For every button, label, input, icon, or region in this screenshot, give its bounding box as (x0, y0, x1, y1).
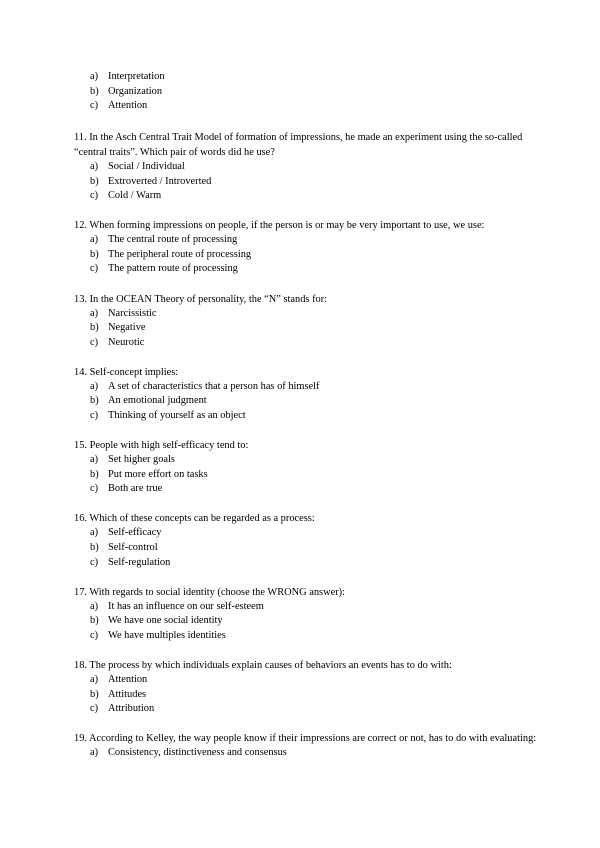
option-list (74, 673, 544, 717)
option-text: The central route of processing (108, 234, 238, 246)
option-item (90, 673, 544, 688)
option-item (90, 688, 544, 703)
option-text: Negative (108, 322, 146, 334)
question-text: 16. Which of these concepts can be regarded as a process: (74, 513, 315, 525)
option-item (90, 175, 544, 190)
option-text: A set of characteristics that a person has of himself (108, 380, 320, 392)
option-list (74, 600, 544, 644)
option-letter: c) (90, 100, 99, 112)
question-text: 13. In the OCEAN Theory of personality, the “N” stands for: (74, 293, 328, 305)
option-text: Attitudes (108, 688, 147, 700)
option-text: Put more effort on tasks (108, 468, 208, 480)
option-text: Set higher goals (108, 454, 175, 466)
option-letter: a) (90, 380, 99, 392)
option-letter: b) (90, 615, 99, 627)
question-16 (74, 511, 544, 570)
option-item (90, 99, 165, 114)
option-letter: c) (90, 556, 99, 568)
option-letter: b) (90, 688, 99, 700)
option-list (74, 526, 544, 570)
option-text: Self-regulation (108, 556, 171, 568)
option-letter: a) (90, 527, 99, 539)
question-13 (74, 292, 544, 351)
option-text: Self-control (108, 542, 158, 553)
option-item (90, 262, 544, 277)
option-item (90, 526, 544, 541)
option-text: Attribution (108, 703, 155, 715)
question-list (74, 130, 544, 775)
option-letter: a) (90, 161, 99, 172)
option-item (90, 702, 544, 717)
option-item (90, 321, 544, 336)
question-14 (74, 365, 544, 424)
question-text: 17. With regards to social identity (choose the WRONG answer): (74, 586, 346, 598)
option-text: We have multiples identities (108, 629, 226, 641)
option-item (90, 614, 544, 629)
question-text: 12. When forming impressions on people, if the person is or may be very important to use, we use: (74, 220, 485, 232)
option-text: Organization (108, 85, 163, 97)
option-text: The pattern route of processing (108, 263, 238, 275)
option-text: Consistency, distinctiveness and consensus (108, 747, 287, 759)
option-text: Self-efficacy (108, 527, 162, 539)
option-letter: a) (90, 234, 99, 246)
option-text: Cold / Warm (108, 190, 162, 202)
option-text: Social / Individual (108, 161, 185, 172)
option-list (74, 746, 544, 761)
option-letter: c) (90, 629, 99, 641)
option-letter: b) (90, 542, 99, 553)
leading-options (90, 70, 165, 114)
option-item (90, 541, 544, 556)
option-text: We have one social identity (108, 615, 223, 627)
question-11 (74, 130, 544, 204)
option-letter: a) (90, 747, 99, 759)
option-letter: b) (90, 468, 99, 480)
option-letter: b) (90, 175, 99, 187)
option-list (74, 233, 544, 277)
option-letter: b) (90, 248, 99, 260)
option-item (90, 409, 544, 424)
option-item (90, 600, 544, 615)
option-text: Thinking of yourself as an object (108, 410, 246, 422)
option-item (90, 233, 544, 248)
option-text: Extroverted / Introverted (108, 175, 212, 187)
option-letter: c) (90, 703, 99, 715)
option-text: An emotional judgment (108, 395, 207, 407)
question-18 (74, 658, 544, 717)
option-letter: c) (90, 336, 99, 348)
question-text: 11. In the Asch Central Trait Model of formation of impressions, he made an experiment using the so-called “central traits”. Which pair of words did he use? (74, 132, 523, 158)
option-text: Interpretation (108, 71, 165, 82)
option-item (90, 746, 544, 761)
question-text: 18. The process by which individuals explain causes of behaviors an events has to do with: (74, 659, 452, 671)
option-item (90, 307, 544, 322)
question-19 (74, 731, 544, 761)
question-text: 15. People with high self-efficacy tend to: (74, 440, 249, 452)
option-letter: c) (90, 410, 99, 422)
option-text: Attention (108, 100, 148, 112)
question-text: 19. According to Kelley, the way people know if their impressions are correct or not, has to do with evaluating: (74, 733, 537, 745)
option-text: Narcissistic (108, 307, 157, 319)
option-letter: a) (90, 307, 99, 319)
option-list (90, 70, 165, 114)
option-item (90, 85, 165, 100)
option-text: Both are true (108, 483, 163, 495)
option-item (90, 482, 544, 497)
option-item (90, 336, 544, 351)
option-letter: b) (90, 85, 99, 97)
option-item (90, 248, 544, 263)
question-text: 14. Self-concept implies: (74, 366, 179, 378)
option-letter: b) (90, 395, 99, 407)
option-letter: a) (90, 673, 99, 685)
option-letter: c) (90, 483, 99, 495)
option-item (90, 70, 165, 85)
option-item (90, 160, 544, 175)
question-17 (74, 585, 544, 644)
option-item (90, 380, 544, 395)
question-12 (74, 218, 544, 277)
option-text: Attention (108, 673, 148, 685)
option-item (90, 189, 544, 204)
option-list (74, 160, 544, 204)
option-letter: a) (90, 71, 99, 82)
option-letter: a) (90, 600, 99, 612)
option-text: The peripheral route of processing (108, 248, 252, 260)
option-item (90, 453, 544, 468)
option-item (90, 556, 544, 571)
option-text: Neurotic (108, 336, 145, 348)
option-list (74, 307, 544, 351)
option-list (74, 380, 544, 424)
option-item (90, 394, 544, 409)
option-letter: c) (90, 263, 99, 275)
option-letter: c) (90, 190, 99, 202)
option-letter: b) (90, 322, 99, 334)
option-list (74, 453, 544, 497)
question-15 (74, 438, 544, 497)
option-item (90, 468, 544, 483)
option-text: It has an influence on our self-esteem (108, 600, 264, 612)
option-item (90, 629, 544, 644)
option-letter: a) (90, 454, 99, 466)
